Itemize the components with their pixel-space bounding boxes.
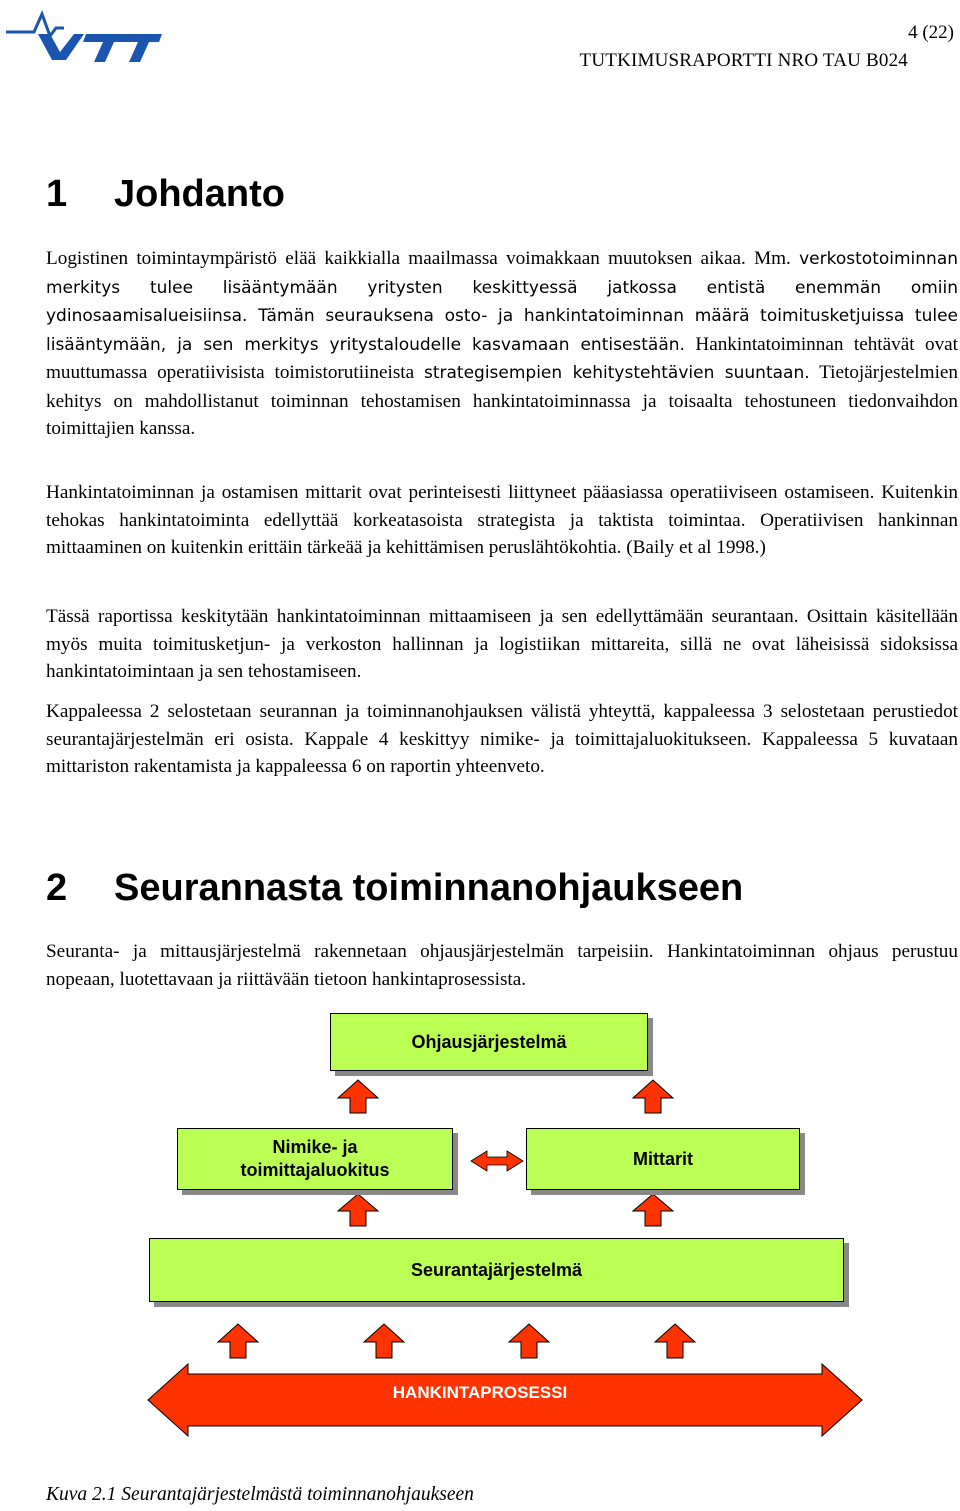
process-label: HANKINTAPROSESSI [392, 1383, 568, 1402]
box-left-line1: Nimike- ja [272, 1137, 358, 1157]
section-2-number: 2 [46, 867, 68, 909]
up-arrow-left-mid [338, 1194, 378, 1226]
up-arrow-2 [364, 1324, 404, 1358]
box-seurantajarjestelma [149, 1238, 844, 1302]
section-2-title: Seurannasta toiminnanohjaukseen [114, 867, 744, 909]
section-1-heading [46, 172, 285, 216]
section-1-paragraph-2: Hankintatoiminnan ja ostamisen mittarit ovat perinteisesti liittyneet pääasiassa operatiiviseen ostamiseen. Kuitenkin tehokas hankintatoiminta edellyttää korkeatasoista strategista ja taktista toimintaa. Operatiivisen hankinnan mittaaminen on kuitenkin erittäin tärkeää ja kehittämisen peruslähtökohtia. (Baily et al 1998.) [46, 482, 958, 558]
double-arrow [471, 1151, 523, 1171]
box-right-label: Mittarit [633, 1148, 693, 1169]
section-1-paragraph-4: Kappaleessa 2 selostetaan seurannan ja toiminnanohjauksen välistä yhteyttä, kappaleessa 3 selostetaan perustiedot seurantajärjestelmän eri osista. Kappale 4 keskittyy nimike- ja toimittajaluokitukseen. Kappaleessa 5 kuvataan mittariston rakentamista ja kappaleessa 6 on raportin yhteenveto. [46, 701, 958, 777]
up-arrow-right-mid [633, 1194, 673, 1226]
box-mittarit [526, 1128, 800, 1190]
box-left-label [240, 1136, 389, 1182]
up-arrow-right-top [633, 1080, 673, 1113]
p1-text: Logistinen toimintaympäristö elää kaikkialla maailmassa voimakkaan muutoksen aikaa. Mm. [46, 248, 791, 269]
box-nimike-luokitus [177, 1128, 453, 1190]
p1-sans-text: verkostotoiminnan merkitys tulee lisääntymään yritysten keskittyessä jatkossa entistä enemmän omiin ydinosaamisalueisiinsa. Tämän seurauksena osto- ja hankintatoiminnan määrä toimitusketjuissa tulee lisääntymään, ja sen merkitys yritystaloudelle kasvamaan entisestään. [46, 249, 959, 355]
section-1-number: 1 [46, 173, 68, 215]
p1-rest-text: Hankintatoiminnan tehtävät ovat muuttumassa operatiivisista toimistorutiineista [46, 333, 959, 383]
section-1-title: Johdanto [114, 173, 285, 215]
up-arrow-3 [509, 1324, 549, 1358]
section-2-heading [46, 866, 743, 910]
box-ohjausjarjestelma [330, 1013, 648, 1071]
section-1-paragraph-1 [46, 245, 958, 443]
section-1-paragraph-3: Tässä raportissa keskitytään hankintatoiminnan mittaamiseen ja sen edellyttämään seurantaan. Osittain käsitellään myös muita toimitusketjun- ja verkoston hallinnan ja logistiikan mittareita, sillä ne ovat läheisissä sidoksissa hankintatoimintaan ja sen tehostamiseen. [46, 606, 958, 682]
box-left-line2: toimittajaluokitus [240, 1160, 390, 1180]
up-arrow-4 [655, 1324, 695, 1358]
section-2-paragraph-1: Seuranta- ja mittausjärjestelmä rakennetaan ohjausjärjestelmän tarpeisiin. Hankintatoiminnan ohjaus perustuu nopeaan, luotettavaan ja riittävään tietoon hankintaprosessista. [46, 941, 958, 990]
up-arrow-1 [218, 1324, 258, 1358]
up-arrow-left-top [338, 1080, 378, 1113]
page-number: 4 (22) [908, 22, 954, 43]
vtt-logo [4, 6, 164, 66]
control-system-diagram [0, 1000, 960, 1470]
box-top-label: Ohjausjärjestelmä [411, 1031, 567, 1052]
p1-sans2-text: strategisempien kehitystehtävien suuntaan. [423, 363, 810, 383]
box-bottom-label: Seurantajärjestelmä [410, 1259, 583, 1280]
p1-end-text: Tietojärjestelmien kehitys on mahdollistanut toiminnan tehostamisen hankintatoiminnassa ja toisaalta tehostuneen tiedonvaihdon toimittajien kanssa. [46, 362, 959, 439]
report-id: TUTKIMUSRAPORTTI NRO TAU B024 [579, 50, 908, 71]
figure-caption: Kuva 2.1 Seurantajärjestelmästä toiminnanohjaukseen [46, 1484, 474, 1505]
